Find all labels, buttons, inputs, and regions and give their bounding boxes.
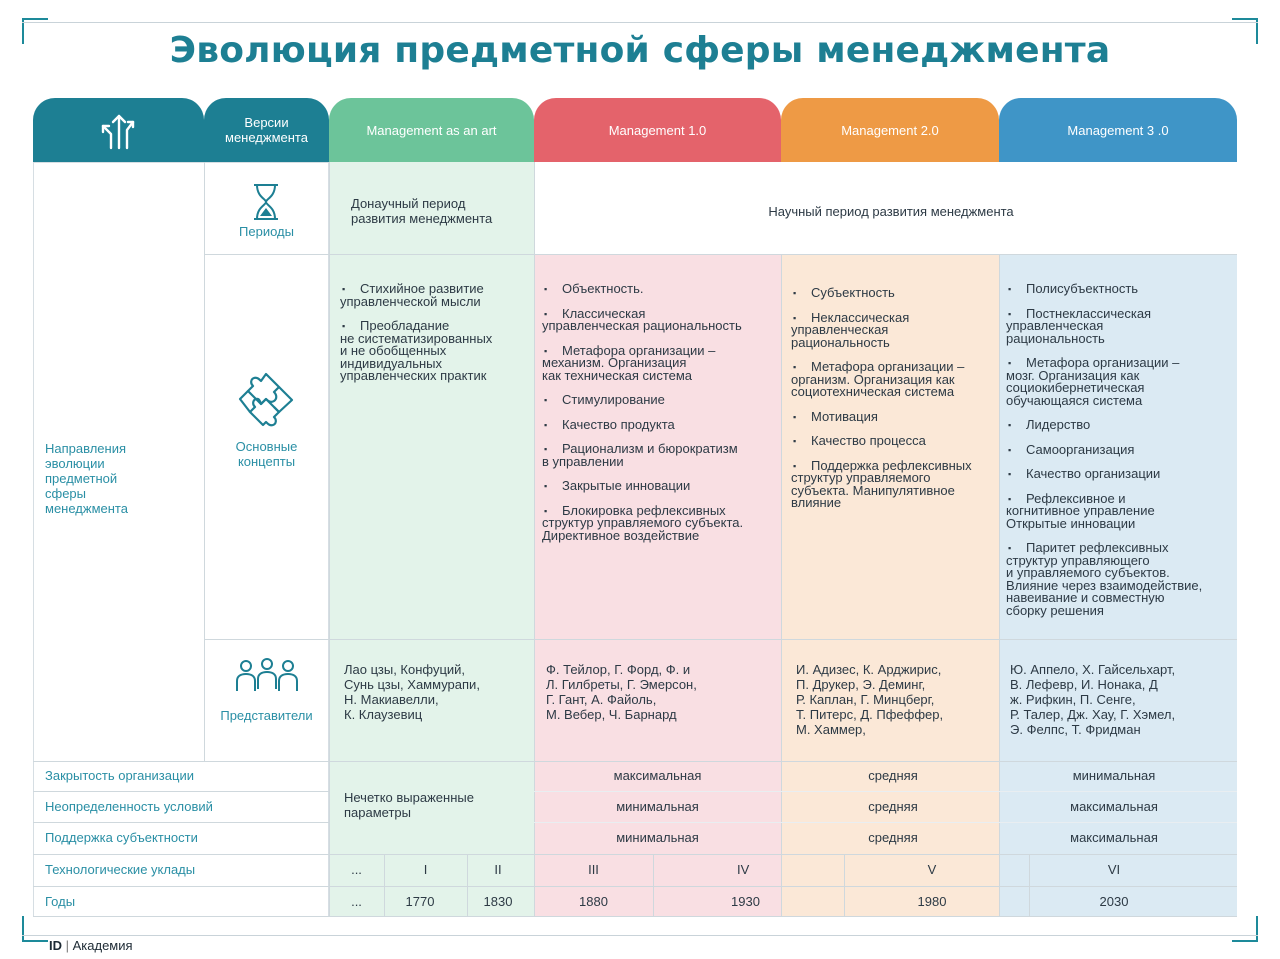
list-item: ▪ Объектность. — [542, 283, 778, 296]
year-value-1: 1770 — [405, 894, 435, 909]
footer-logo: ID | Академия — [49, 938, 133, 953]
year-value-4: 1930 — [731, 894, 760, 909]
list-item: ▪ Метафора организации – организм. Организация как социотехническая система — [791, 361, 997, 399]
years-label: Годы — [45, 894, 76, 909]
header-management-2 — [781, 98, 999, 162]
param-m2-closedness: средняя — [868, 768, 918, 783]
footer-logo-mark: ID — [49, 938, 62, 953]
concepts-list-m2 — [791, 287, 997, 522]
grid-line-h-param2 — [33, 822, 329, 823]
list-item: ▪ Рефлексивное и когнитивное управление Открытые инновации — [1006, 493, 1236, 531]
tech-value-3: III — [588, 862, 599, 877]
param-m3-subjectness: максимальная — [1070, 830, 1158, 845]
list-item: ▪ Закрытые инновации — [542, 480, 778, 493]
params-art: Нечетко выраженные параметры — [344, 790, 474, 820]
tech-value-6: VI — [1107, 862, 1121, 877]
list-item: ▪ Самоорганизация — [1006, 444, 1236, 457]
people-representatives-icon — [235, 657, 299, 695]
year-value-6: 2030 — [1099, 894, 1129, 909]
frame-corner-bottom-left — [22, 916, 48, 942]
list-item: ▪ Качество продукта — [542, 419, 778, 432]
param-m1-uncertainty: минимальная — [616, 799, 699, 814]
header-icon-cell — [33, 98, 204, 162]
directions-label: Направления эволюции предметной сферы менеджмента — [45, 441, 128, 516]
grid-line-h-bottom — [33, 916, 1237, 917]
grid-line-h-param2b — [534, 822, 1237, 823]
grid-line-h-concepts — [204, 639, 1237, 640]
param-label-closedness: Закрытость организации — [45, 768, 194, 783]
list-item: ▪ Метафора организации – механизм. Организация как техническая система — [542, 345, 778, 383]
period-scientific: Научный период развития менеджмента — [768, 204, 1014, 219]
grid-line-v-art — [329, 162, 330, 917]
list-item: ▪ Метафора организации – мозг. Организация как социокибернетическая обучающаяся система — [1006, 357, 1236, 407]
tech-value-0: ... — [351, 862, 362, 877]
grid-line-h-tech — [33, 886, 1237, 887]
tech-value-2: II — [494, 862, 502, 877]
grid-line-h-param1 — [33, 791, 329, 792]
concepts-list-m3 — [1006, 283, 1236, 629]
grid-line-h-reps — [33, 761, 1237, 762]
list-item: ▪ Мотивация — [791, 411, 997, 424]
list-item: ▪ Стимулирование — [542, 394, 778, 407]
frame-corner-bottom-right — [1232, 916, 1258, 942]
year-value-3: 1880 — [579, 894, 608, 909]
list-item: ▪ Качество процесса — [791, 435, 997, 448]
list-item: ▪ Качество организации — [1006, 468, 1236, 481]
header-management-1 — [534, 98, 781, 162]
representatives-m1: Ф. Тейлор, Г. Форд, Ф. и Л. Гилбреты, Г. Эмерсон, Г. Гант, А. Файоль, М. Вебер, Ч. Барнард — [546, 662, 697, 722]
frame-top-line — [22, 22, 1258, 23]
list-item: ▪ Рационализм и бюрократизм в управлении — [542, 443, 778, 468]
list-item: ▪ Неклассическая управленческая рациональность — [791, 312, 997, 350]
list-item: ▪ Классическая управленческая рациональность — [542, 308, 778, 333]
puzzle-concepts-icon — [235, 370, 297, 432]
tech-value-5: V — [927, 862, 937, 877]
param-m3-uncertainty: максимальная — [1070, 799, 1158, 814]
periods-label: Периоды — [239, 224, 294, 239]
versions-label-line2: менеджмента — [225, 130, 308, 145]
grid-line-v-m1-sub — [653, 854, 654, 916]
grid-line-v-m2 — [781, 254, 782, 917]
arrows-directions-icon — [97, 108, 141, 152]
param-m1-closedness: максимальная — [613, 768, 702, 783]
footer-logo-text: Академия — [72, 938, 133, 953]
param-m2-uncertainty: средняя — [868, 799, 918, 814]
tech-label: Технологические уклады — [45, 862, 196, 877]
param-m3-closedness: минимальная — [1072, 768, 1156, 783]
year-value-2: 1830 — [483, 894, 513, 909]
header-versions-cell — [204, 98, 329, 162]
list-item: ▪ Постнеклассическая управленческая рациональность — [1006, 308, 1236, 346]
year-value-0: ... — [351, 894, 362, 909]
header-management-2-label: Management 2.0 — [841, 122, 939, 138]
list-item: ▪ Преобладание не систематизированных и не обобщенных индивидуальных управленческих практик — [340, 320, 530, 383]
hourglass-icon — [251, 183, 281, 221]
list-item: ▪ Блокировка рефлексивных структур управляемого субъекта. Директивное воздействие — [542, 505, 778, 543]
list-item: ▪ Стихийное развитие управленческой мысли — [340, 283, 530, 308]
param-m1-subjectness: минимальная — [616, 830, 699, 845]
concepts-list-m1 — [542, 283, 778, 554]
list-item: ▪ Субъектность — [791, 287, 997, 300]
period-art: Донаучный период развития менеджмента — [351, 196, 493, 226]
header-management-3-label: Management 3 .0 — [1067, 122, 1169, 138]
tech-value-4: IV — [737, 862, 750, 877]
grid-line-h-periods — [204, 254, 1237, 255]
grid-line-v-m3 — [999, 254, 1000, 917]
header-management-art — [329, 98, 534, 162]
year-value-5: 1980 — [917, 894, 947, 909]
concepts-list-art — [340, 283, 530, 395]
list-item: ▪ Поддержка рефлексивных структур управляемого субъекта. Манипулятивное влияние — [791, 460, 997, 510]
page-title: Эволюция предметной сферы менеджмента — [169, 30, 1111, 71]
param-label-subjectness: Поддержка субъектности — [45, 830, 198, 845]
representatives-m2: И. Адизес, К. Арджирис, П. Друкер, Э. Деминг, Р. Каплан, Г. Минцберг, Т. Питерс, Д. Пфеффер, М. Хаммер, — [796, 662, 944, 737]
representatives-art: Лао цзы, Конфуций, Сунь цзы, Хаммурапи, Н. Макиавелли, К. Клаузевиц — [344, 662, 480, 722]
concepts-label: Основные концепты — [235, 439, 298, 469]
representatives-m3: Ю. Аппело, Х. Гайсельхарт, В. Лефевр, И. Нонака, Д ж. Рифкин, П. Сенге, Р. Талер, Дж. Хау, Г. Хэмел, Э. Фелпс, Т. Фридман — [1010, 662, 1176, 737]
representatives-label: Представители — [220, 708, 313, 723]
grid-line-h-param3 — [33, 854, 1237, 855]
list-item: ▪ Лидерство — [1006, 419, 1236, 432]
tech-value-1: I — [423, 862, 428, 877]
header-management-art-label: Management as an art — [366, 122, 497, 138]
list-item: ▪ Полисубъектность — [1006, 283, 1236, 296]
param-m2-subjectness: средняя — [868, 830, 918, 845]
header-management-3 — [999, 98, 1237, 162]
header-management-1-label: Management 1.0 — [608, 122, 707, 138]
param-label-uncertainty: Неопределенность условий — [45, 799, 213, 814]
grid-line-h-param1b — [534, 791, 1237, 792]
list-item: ▪ Паритет рефлексивных структур управляющего и управляемого субъектов. Влияние через взаимодействие, навеивание и совместную сборку решения — [1006, 542, 1236, 617]
frame-bottom-line — [22, 935, 1258, 936]
versions-label-line1: Версии — [244, 115, 289, 130]
